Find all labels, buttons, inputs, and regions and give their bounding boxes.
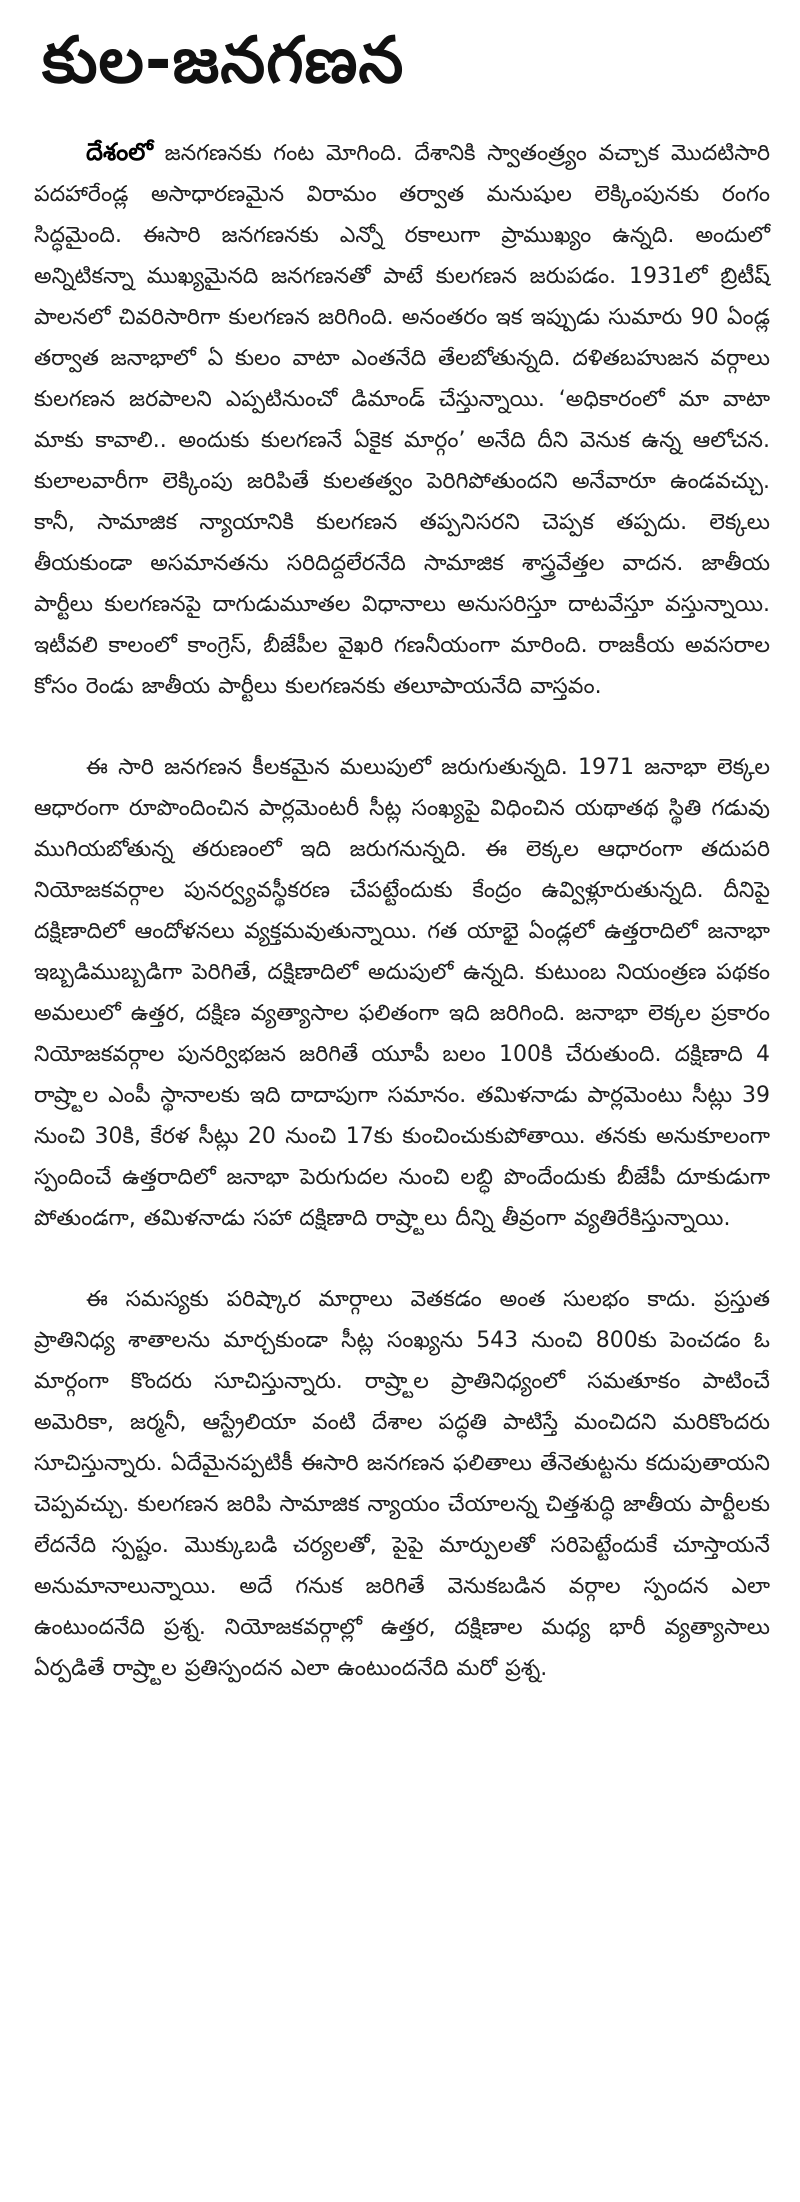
lead-word: దేశంలో [86,138,154,166]
paragraph-2: ఈ సారి జనగణన కీలకమైన మలుపులో జరుగుతున్నది. 1971 జనాభా లెక్కల ఆధారంగా రూపొందించిన పార్లమెంటరీ సీట్ల సంఖ్యపై విధించిన యథాతథ స్థితి గడువు ముగియబోతున్న తరుణంలో ఇది జరుగనున్నది. ఈ లెక్కల ఆధారంగా తదుపరి నియోజకవర్గాల పునర్వ్యవస్థీకరణ చేపట్టేందుకు కేంద్రం ఉవ్విళ్లూరుతున్నది. దీనిపై దక్షిణాదిలో ఆందోళనలు వ్యక్తమవుతున్నాయి. గత యాభై ఏండ్లలో ఉత్తరాదిలో జనాభా ఇబ్బడిముబ్బడిగా పెరిగితే, దక్షిణాదిలో అదుపులో ఉన్నది. కుటుంబ నియంత్రణ పథకం అమలులో ఉత్తర, దక్షిణ వ్యత్యాసాల ఫలితంగా ఇది జరిగింది. జనాభా లెక్కల ప్రకారం నియోజకవర్గాల పునర్విభజన జరిగితే యూపీ బలం 100కి చేరుతుంది. దక్షిణాది 4 రాష్ర్టాల ఎంపీ స్థానాలకు ఇది దాదాపుగా సమానం. తమిళనాడు పార్లమెంటు సీట్లు 39 నుంచి 30కి, కేరళ సీట్లు 20 నుంచి 17కు కుంచించుకుపోతాయి. తనకు అనుకూలంగా స్పందించే ఉత్తరాదిలో జనాభా పెరుగుదల నుంచి లబ్ధి పొందేందుకు బీజేపీ దూకుడుగా పోతుండగా, తమిళనాడు సహా దక్షిణాది రాష్ర్టాలు దీన్ని తీవ్రంగా వ్యతిరేకిస్తున్నాయి. [34,755,770,1231]
paragraph-1 [34,132,770,707]
headline: కుల-జనగణన [42,24,405,98]
article-body [34,132,770,1689]
paragraph-3: ఈ సమస్యకు పరిష్కార మార్గాలు వెతకడం అంత సులభం కాదు. ప్రస్తుత ప్రాతినిధ్య శాతాలను మార్చకుండా సీట్ల సంఖ్యను 543 నుంచి 800కు పెంచడం ఓ మార్గంగా కొందరు సూచిస్తున్నారు. రాష్ర్టాల ప్రాతినిధ్యంలో సమతూకం పాటించే అమెరికా, జర్మనీ, ఆస్ట్రేలియా వంటి దేశాల పద్ధతి పాటిస్తే మంచిదని మరికొందరు సూచిస్తున్నారు. ఏదేమైనప్పటికీ ఈసారి జనగణన ఫలితాలు తేనెతుట్టను కదుపుతాయని చెప్పవచ్చు. కులగణన జరిపి సామాజిక న్యాయం చేయాలన్న చిత్తశుద్ధి జాతీయ పార్టీలకు లేదనేది స్పష్టం. మొక్కుబడి చర్యలతో, పైపై మార్పులతో సరిపెట్టేందుకే చూస్తాయనే అనుమానాలున్నాయి. అదే గనుక జరిగితే వెనుకబడిన వర్గాల స్పందన ఎలా ఉంటుందనేది ప్రశ్న. నియోజకవర్గాల్లో ఉత్తర, దక్షిణాల మధ్య భారీ వ్యత్యాసాలు ఏర్పడితే రాష్ర్టాల ప్రతిస్పందన ఎలా ఉంటుందనేది మరో ప్రశ్న. [34,1287,770,1681]
paragraph-1-text: జనగణనకు గంట మోగింది. దేశానికి స్వాతంత్ర్యం వచ్చాక మొదటిసారి పదహారేండ్ల అసాధారణమైన విరామం తర్వాత మనుషుల లెక్కింపునకు రంగం సిద్ధమైంది. ఈసారి జనగణనకు ఎన్నో రకాలుగా ప్రాముఖ్యం ఉన్నది. అందులో అన్నిటికన్నా ముఖ్యమైనది జనగణనతో పాటే కులగణన జరుపడం. 1931లో బ్రిటీష్ పాలనలో చివరిసారిగా కులగణన జరిగింది. అనంతరం ఇక ఇప్పుడు సుమారు 90 ఏండ్ల తర్వాత జనాభాలో ఏ కులం వాటా ఎంతనేది తేలబోతున్నది. దళితబహుజన వర్గాలు కులగణన జరపాలని ఎప్పటినుంచో డిమాండ్ చేస్తున్నాయి. ‘అధికారంలో మా వాటా మాకు కావాలి.. అందుకు కులగణనే ఏకైక మార్గం’ అనేది దీని వెనుక ఉన్న ఆలోచన. కులాలవారీగా లెక్కింపు జరిపితే కులతత్వం పెరిగిపోతుందని అనేవారూ ఉండవచ్చు. కానీ, సామాజిక న్యాయానికి కులగణన తప్పనిసరని చెప్పక తప్పదు. లెక్కలు తీయకుండా అసమానతను సరిదిద్దలేరనేది సామాజిక శాస్త్రవేత్తల వాదన. జాతీయ పార్టీలు కులగణనపై దాగుడుమూతల విధానాలు అనుసరిస్తూ దాటవేస్తూ వస్తున్నాయి. ఇటీవలి కాలంలో కాంగ్రెస్, బీజేపీల వైఖరి గణనీయంగా మారింది. రాజకీయ అవసరాల కోసం రెండు జాతీయ పార్టీలు కులగణనకు తలూపాయనేది వాస్తవం. [34,141,770,699]
